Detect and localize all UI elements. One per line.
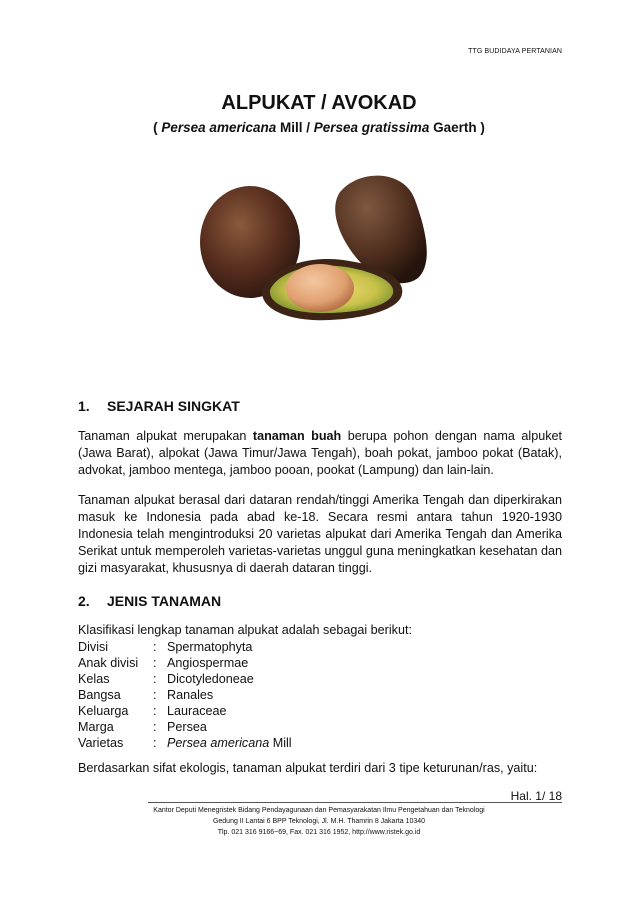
row-key: Marga: [78, 720, 114, 734]
classification-row: [78, 671, 292, 687]
row-value: Ranales: [167, 688, 214, 702]
p1-text-a: Tanaman alpukat merupakan: [78, 429, 253, 443]
varietas-author: Mill: [269, 736, 292, 750]
footer-line-2: Gedung II Lantai 6 BPP Teknologi, Jl. M.H. Thamrin 8 Jakarta 10340: [212, 818, 426, 825]
page-subtitle: [0, 120, 638, 135]
subtitle-open: (: [153, 120, 162, 135]
footer-line-1: Kantor Deputi Menegristek Bidang Pendayagunaan dan Pemasyarakatan Ilmu Pengetahuan dan Teknologi: [153, 807, 485, 814]
classification-row: [78, 703, 292, 719]
subtitle-mid: Mill /: [276, 120, 314, 135]
subtitle-end: Gaerth ): [429, 120, 485, 135]
classification-intro: Klasifikasi lengkap tanaman alpukat adalah sebagai berikut:: [78, 623, 412, 637]
avocado-seed: [286, 264, 354, 312]
row-sep: :: [153, 688, 157, 702]
row-key: Bangsa: [78, 688, 121, 702]
row-key: Divisi: [78, 640, 109, 654]
section-2-number: 2.: [78, 593, 90, 609]
row-value: Lauraceae: [167, 704, 227, 718]
section-1-paragraph-2: Tanaman alpukat berasal dari dataran rendah/tinggi Amerika Tengah dan diperkirakan masuk ke Indonesia pada abad ke-18. Secara resmi antara tahun 1920-1930 Indonesia telah mengintroduksi 20 varietas alpukat dari Amerika Tengah dan Amerika Serikat untuk memperoleh varietas-varietas unggul guna meningkatkan kesehatan dan gizi masyarakat, khususnya di daerah dataran tinggi.: [78, 493, 562, 575]
row-key: Keluarga: [78, 704, 129, 718]
subtitle-scientific-name-1: Persea americana: [161, 120, 277, 135]
section-1-title: SEJARAH SINGKAT: [107, 398, 240, 414]
row-value: Spermatophyta: [167, 640, 253, 654]
row-sep: :: [153, 640, 157, 654]
row-value: Persea: [167, 720, 207, 734]
subtitle-scientific-name-2: Persea gratissima: [313, 120, 430, 135]
avocado-fruits-image: [190, 170, 440, 350]
row-sep: :: [153, 720, 157, 734]
row-sep: :: [153, 704, 157, 718]
p1-text-c: berupa pohon dengan nama alpuket (Jawa Barat), alpokat (Jawa Timur/Jawa Tengah), boah pokat, jamboo pokat (Batak), advokat, jamboo mentega, jamboo pooan, pookat (Lampung) dan lain-lain.: [78, 429, 563, 477]
section-1-number: 1.: [78, 398, 90, 414]
page-title: ALPUKAT / AVOKAD: [221, 92, 417, 114]
row-sep: :: [153, 672, 157, 686]
classification-row: [78, 719, 292, 735]
section-1-paragraph-1: [78, 428, 562, 479]
row-sep: :: [153, 736, 157, 750]
section-2-title: JENIS TANAMAN: [107, 593, 222, 609]
p1-bold-term: tanaman buah: [252, 429, 342, 443]
row-value: [167, 735, 292, 751]
section-2-heading: [78, 593, 221, 609]
footer-line-3: Tlp. 021 316 9166~69, Fax. 021 316 1952, http://www.ristek.go.id: [217, 829, 421, 836]
classification-row: [78, 639, 292, 655]
row-value: Angiospermae: [167, 656, 249, 670]
classification-row: [78, 687, 292, 703]
classification-row: [78, 655, 292, 671]
classification-row-varietas: [78, 735, 292, 751]
section-1-heading: [78, 398, 240, 414]
ecology-sentence: Berdasarkan sifat ekologis, tanaman alpukat terdiri dari 3 tipe keturunan/ras, yaitu:: [78, 761, 538, 775]
row-value: Dicotyledoneae: [167, 672, 254, 686]
page-number: Hal. 1/ 18: [510, 789, 562, 803]
row-sep: :: [153, 656, 157, 670]
running-header: TTG BUDIDAYA PERTANIAN: [468, 48, 562, 55]
classification-table: [78, 639, 292, 751]
varietas-scientific-name: Persea americana: [167, 736, 270, 750]
row-key: Anak divisi: [78, 656, 139, 670]
row-key: Varietas: [78, 736, 124, 750]
footer-divider: [148, 802, 562, 803]
row-key: Kelas: [78, 672, 110, 686]
